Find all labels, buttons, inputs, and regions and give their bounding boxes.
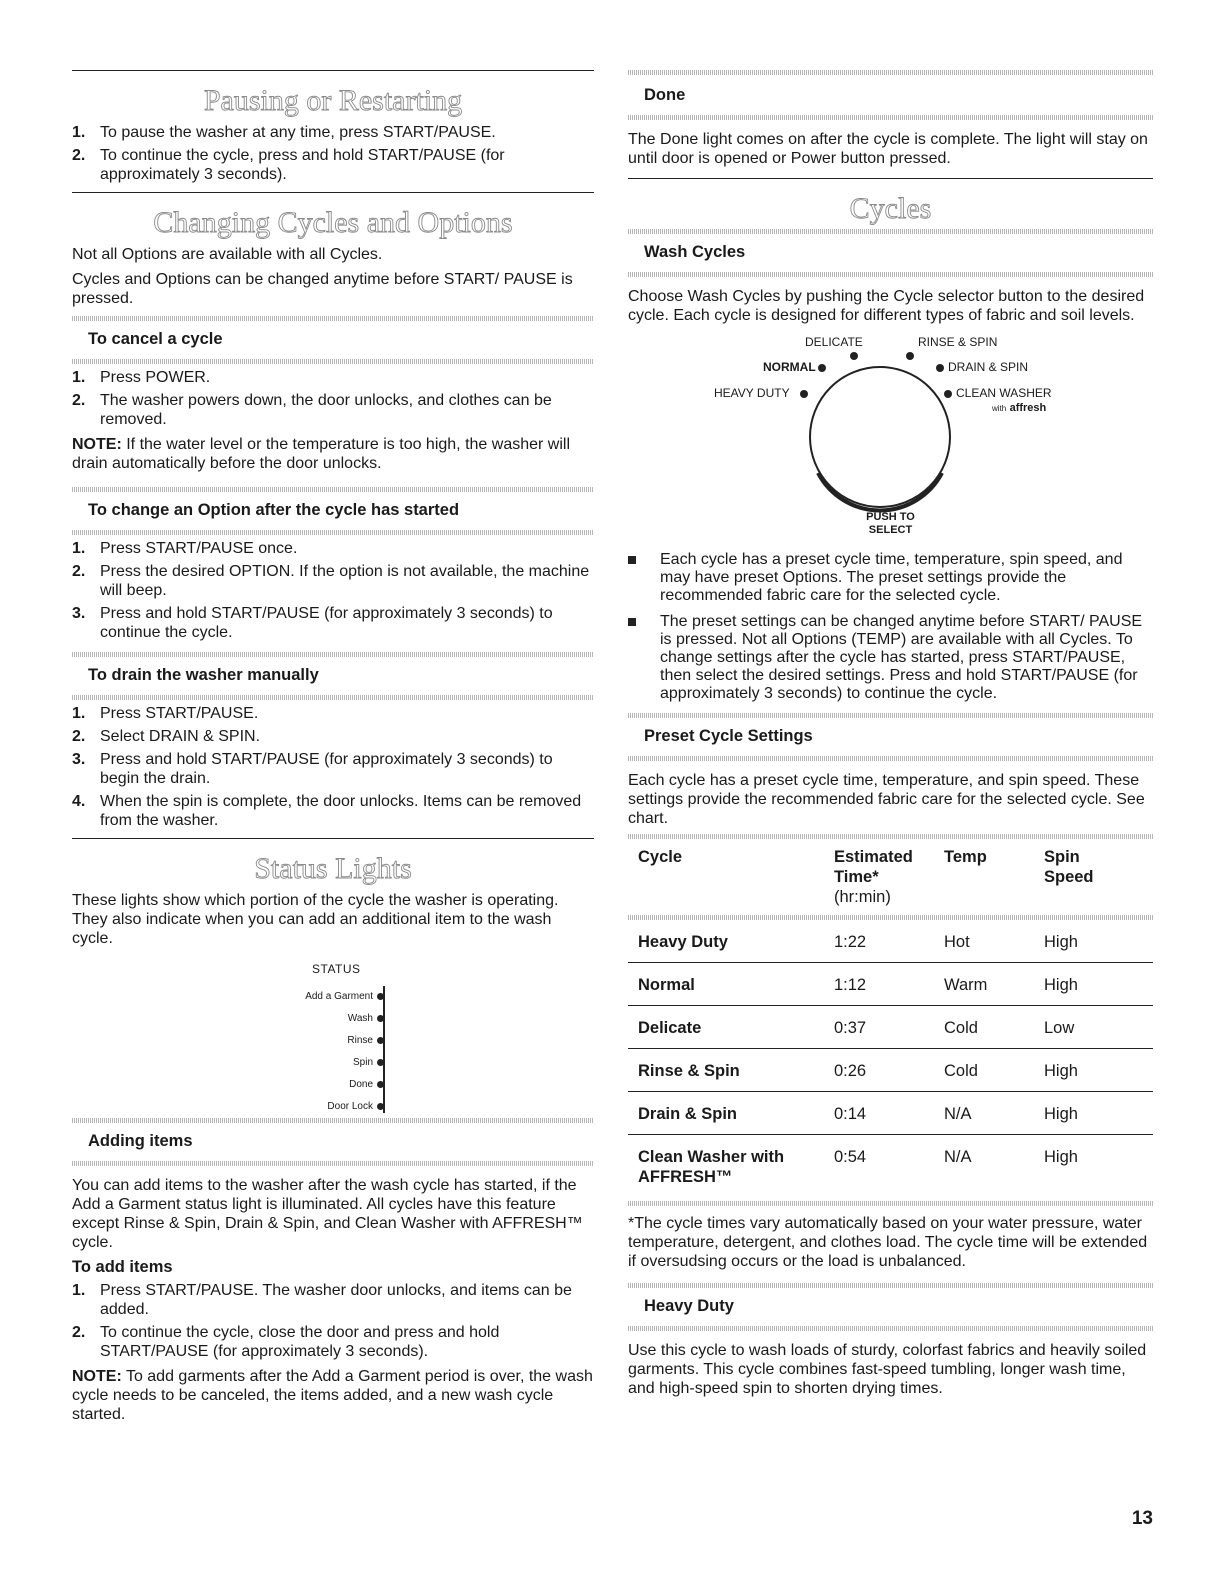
right-column	[628, 70, 1153, 1404]
hatch-rule	[72, 1118, 594, 1123]
indicator-light-icon	[944, 390, 952, 398]
table-row: Heavy Duty 1:22 Hot High	[628, 920, 1153, 963]
list-item: 2. Press the desired OPTION. If the option is not available, the machine will beep.	[72, 563, 590, 599]
list-item: 1. Press POWER.	[72, 369, 211, 386]
status-lights-panel	[72, 954, 594, 1112]
hatch-rule	[628, 272, 1153, 277]
cycle-bullets	[628, 551, 1153, 703]
drain-steps	[72, 704, 594, 830]
hatch-rule	[628, 70, 1153, 75]
bullet-square-icon	[628, 613, 660, 703]
hatch-rule	[628, 713, 1153, 718]
status-light: Rinse	[305, 1030, 384, 1052]
list-item: Each cycle has a preset cycle time, temperature, spin speed, and may have preset Options. The preset settings provide the recommended fabric care for the selected cycle.	[628, 551, 1153, 605]
adding-note: NOTE: To add garments after the Add a Garment period is over, the wash cycle needs to be canceled, the items added, and a new wash cycle started.	[72, 1368, 593, 1423]
change-option-steps	[72, 539, 594, 642]
done-text: The Done light comes on after the cycle is complete. The light will stay on until door is opened or Power button pressed.	[628, 131, 1148, 167]
col-header-cycle: Cycle	[638, 848, 683, 866]
done-heading: Done	[644, 86, 686, 104]
table-row: Delicate 0:37 Cold Low	[628, 1006, 1153, 1049]
hatch-rule	[628, 756, 1153, 761]
dial-label-drain-spin: DRAIN & SPIN	[948, 360, 1029, 374]
hatch-rule	[72, 316, 594, 321]
cycle-time-footnote: *The cycle times vary automatically based on your water pressure, water temperature, detergent, and clothes load. The cycle time will be extended if oversudsing occurs or the load is unbalanced.	[628, 1215, 1148, 1270]
cancel-note: NOTE: If the water level or the temperature is too high, the washer will drain automatically before the door unlocks.	[72, 436, 570, 472]
hatch-rule	[72, 1161, 594, 1166]
status-title: Status Lights	[254, 852, 412, 885]
preset-heading: Preset Cycle Settings	[644, 727, 813, 745]
cycle-selector-dial	[628, 333, 1153, 541]
hatch-rule	[72, 695, 594, 700]
table-row: Clean Washer with AFFRESH™ 0:54 N/A High	[638, 1148, 1078, 1186]
drain-heading: To drain the washer manually	[88, 666, 319, 684]
status-light: Add a Garment	[305, 986, 384, 1008]
list-item: 1. Press START/PAUSE.	[72, 705, 259, 722]
indicator-light-icon	[800, 390, 808, 398]
status-light-list	[305, 986, 384, 1118]
list-item: 2. The washer powers down, the door unlocks, and clothes can be removed.	[72, 392, 552, 428]
col-header-time: Estimated Time* (hr:min)	[834, 848, 913, 906]
col-header-spin: Spin Speed	[1044, 848, 1094, 886]
status-intro: These lights show which portion of the cycle the washer is operating. They also indicate when you can add an additional item to the wash cycle.	[72, 892, 559, 947]
col-header-temp: Temp	[944, 848, 987, 866]
dial-label-affresh: with affresh	[992, 402, 1047, 414]
indicator-light-icon	[850, 352, 858, 360]
adding-heading: Adding items	[88, 1132, 193, 1150]
table-header-row	[628, 839, 1153, 915]
table-row: Rinse & Spin 0:26 Cold High	[628, 1049, 1153, 1092]
list-item: 2. Select DRAIN & SPIN.	[72, 728, 261, 745]
list-item: 3. Press and hold START/PAUSE (for approximately 3 seconds) to begin the drain.	[72, 751, 553, 787]
indicator-light-icon	[936, 364, 944, 372]
changing-title: Changing Cycles and Options	[153, 206, 513, 239]
preset-text: Each cycle has a preset cycle time, temperature, and spin speed. These settings provide the recommended fabric care for the selected cycle. See chart.	[628, 772, 1145, 827]
page-number: 13	[1131, 1508, 1153, 1529]
hatch-rule	[628, 1283, 1153, 1288]
wash-cycles-text: Choose Wash Cycles by pushing the Cycle selector button to the desired cycle. Each cycle is designed for different types of fabric and soil levels.	[628, 288, 1145, 324]
dial-label-rinse-spin: RINSE & SPIN	[918, 335, 998, 349]
hatch-rule	[72, 652, 594, 657]
pausing-steps	[72, 123, 594, 184]
list-item: 1. To pause the washer at any time, press START/PAUSE.	[72, 124, 496, 141]
hatch-rule	[72, 359, 594, 364]
adding-text: You can add items to the washer after the wash cycle has started, if the Add a Garment status light is illuminated. All cycles have this feature except Rinse & Spin, Drain & Spin, and Clean Washer with AFFRESH™ cycle.	[72, 1177, 583, 1251]
status-light: Done	[305, 1074, 384, 1096]
table-row: Drain & Spin 0:14 N/A High	[628, 1092, 1153, 1135]
heavy-duty-text: Use this cycle to wash loads of sturdy, colorfast fabrics and heavily soiled garments. This cycle combines fast-speed tumbling, longer wash time, and high-speed spin to shorten drying times.	[628, 1342, 1147, 1397]
hatch-rule	[72, 530, 594, 535]
cancel-heading: To cancel a cycle	[88, 330, 223, 348]
dial-label-heavy-duty: HEAVY DUTY	[714, 386, 790, 400]
list-item: 2. To continue the cycle, close the door and press and hold START/PAUSE (for approximately 3 seconds).	[72, 1324, 500, 1360]
changing-p1: Not all Options are available with all Cycles.	[72, 246, 383, 263]
list-item: 4. When the spin is complete, the door unlocks. Items can be removed from the washer.	[72, 793, 582, 829]
hatch-rule	[72, 487, 594, 492]
list-item: 2. To continue the cycle, press and hold START/PAUSE (for approximately 3 seconds).	[72, 147, 505, 183]
adding-steps	[72, 1281, 594, 1361]
changing-p2: Cycles and Options can be changed anytime before START/ PAUSE is pressed.	[72, 271, 573, 307]
status-light: Wash	[305, 1008, 384, 1030]
dial-label-clean-washer: CLEAN WASHER	[956, 386, 1052, 400]
status-bar-line	[383, 986, 385, 1113]
list-item: 1. Press START/PAUSE once.	[72, 540, 298, 557]
push-to-select-label: PUSH TO SELECT	[866, 511, 915, 536]
dial-label-delicate: DELICATE	[805, 335, 863, 349]
cancel-steps	[72, 368, 594, 429]
list-item: 1. Press START/PAUSE. The washer door unlocks, and items can be added.	[72, 1282, 572, 1318]
status-light: Door Lock	[305, 1096, 384, 1118]
cycles-title: Cycles	[849, 192, 932, 225]
section-rule	[72, 838, 594, 839]
section-rule	[628, 178, 1153, 179]
left-column	[72, 70, 594, 1424]
hatch-rule	[628, 1326, 1153, 1331]
indicator-light-icon	[818, 364, 826, 372]
hatch-rule	[628, 1201, 1153, 1206]
pausing-title: Pausing or Restarting	[203, 84, 463, 117]
hatch-rule	[628, 229, 1153, 234]
to-add-items-label: To add items	[72, 1258, 173, 1276]
list-item: 3. Press and hold START/PAUSE (for approximately 3 seconds) to continue the cycle.	[72, 605, 553, 641]
dial-ring-icon	[628, 333, 1153, 533]
status-panel-title: STATUS	[312, 962, 361, 976]
bullet-square-icon	[628, 551, 660, 605]
section-rule	[72, 70, 594, 71]
cycle-settings-table	[628, 839, 1153, 1201]
dial-label-normal: NORMAL	[763, 360, 816, 374]
change-option-heading: To change an Option after the cycle has started	[88, 501, 460, 519]
list-item: The preset settings can be changed anytime before START/ PAUSE is pressed. Not all Options (TEMP) are available with all Cycles. To change settings after the cycle has started, press START/PAUSE, then select the desired settings. Press and hold START/PAUSE (for approximately 3 seconds) to continue the cycle.	[628, 613, 1153, 703]
heavy-duty-heading: Heavy Duty	[644, 1297, 734, 1315]
hatch-rule	[628, 115, 1153, 120]
status-light: Spin	[305, 1052, 384, 1074]
section-rule	[72, 192, 594, 193]
table-row: Normal 1:12 Warm High	[628, 963, 1153, 1006]
indicator-light-icon	[906, 352, 914, 360]
wash-cycles-heading: Wash Cycles	[644, 243, 746, 261]
